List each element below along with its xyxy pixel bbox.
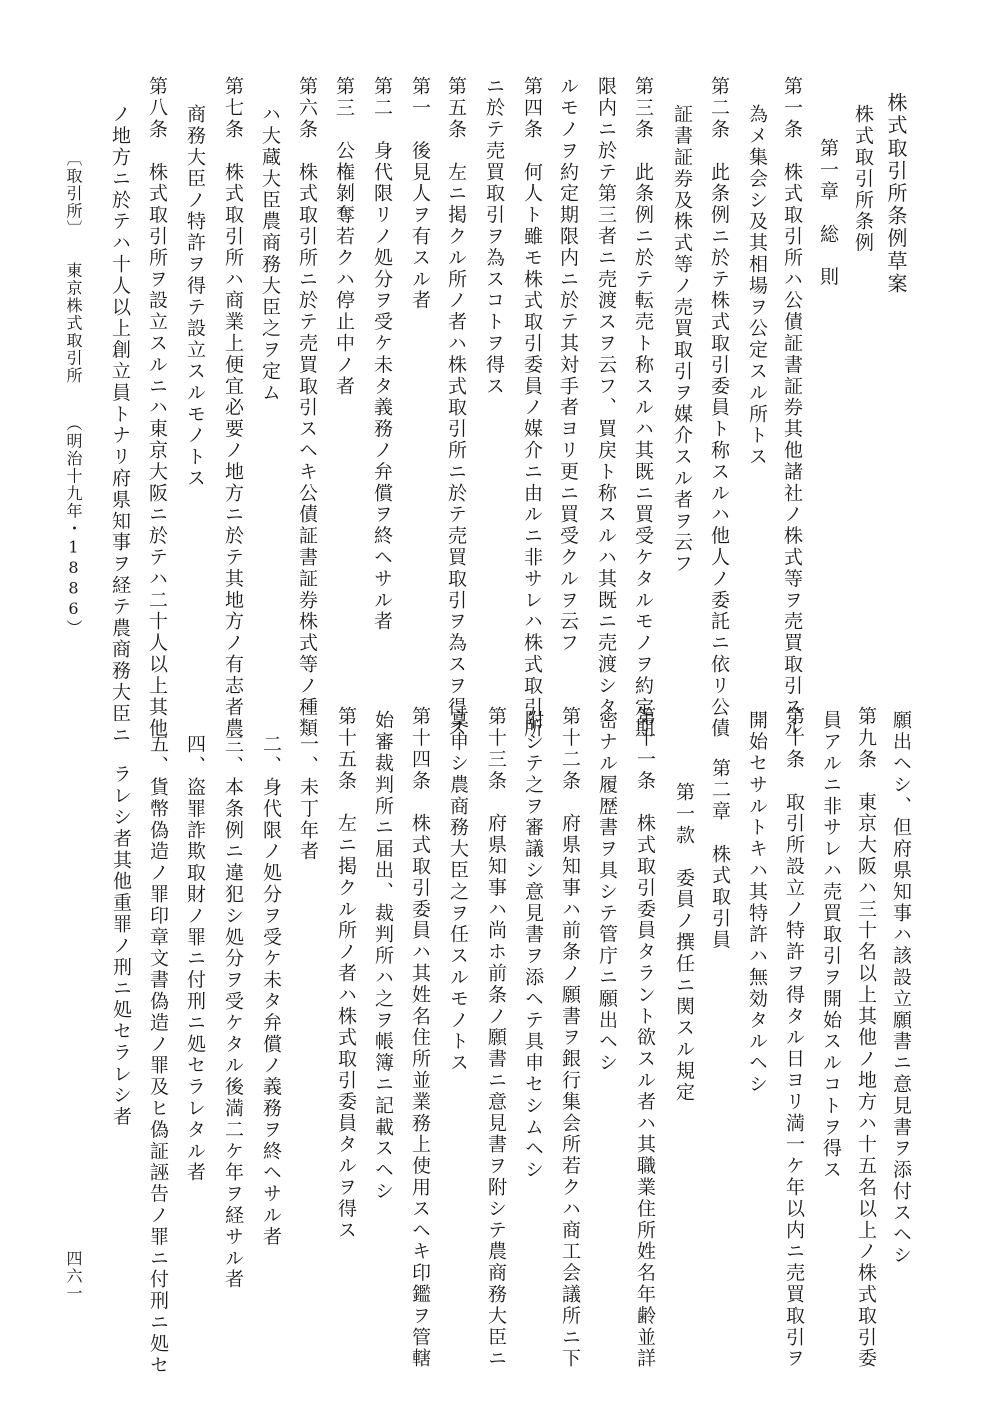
text-column: 第十一条 株式取引委員タラント欲スル者ハ其職業住所姓名年齢並詳 xyxy=(634,706,656,1370)
text-column: 第五条 左ニ掲クル所ノ者ハ株式取引所ニ於テ売買取引ヲ為スヲ得ス xyxy=(445,76,467,740)
text-column: 第二 身代限リノ処分ヲ受ケ未タ義務ノ弁償ヲ終ヘサル者 xyxy=(371,76,393,633)
text-column: 第七条 株式取引所ハ商業上便宜必要ノ地方ニ於テ其地方ノ有志者農 xyxy=(222,76,244,740)
text-column: 限内ニ於テ第三者ニ売渡スヲ云フ、買戻ト称スルハ其既ニ売渡シタ xyxy=(595,76,617,718)
text-column: 一、未丁年者 xyxy=(297,734,319,863)
text-column: 商務大臣ノ特許ヲ得テ設立スルモノトス xyxy=(184,104,206,490)
text-column: 第三 公権剝奪若クハ停止中ノ者 xyxy=(333,76,355,397)
text-column: ラレシ者其他重罪ノ刑ニ処セラレシ者 xyxy=(110,764,132,1128)
text-column: 第十四条 株式取引委員ハ其姓名住所並業務上使用スヘキ印鑑ヲ管轄 xyxy=(409,706,431,1370)
text-column: 第九条 東京大阪ハ三十名以上其他ノ地方ハ十五名以上ノ株式取引委 xyxy=(855,706,877,1370)
text-column: 稟申シ農商務大臣之ヲ任スルモノトス xyxy=(447,710,469,1074)
text-column: ルモノヲ約定期限内ニ於テ其対手者ヨリ更ニ買受クルヲ云フ xyxy=(557,76,579,654)
text-column: 第十五条 左ニ掲クル所ノ者ハ株式取引委員タルヲ得ス xyxy=(335,706,357,1241)
text-column: ニ於テ売買取引ヲ為スコトヲ得ス xyxy=(483,76,505,397)
section-heading: 第一款 委員ノ撰任ニ関スル規定 xyxy=(673,782,695,1103)
draft-title: 株式取引所条例草案 xyxy=(884,92,908,296)
text-column: 第四条 何人ト雖モ株式取引委員ノ媒介ニ由ルニ非サレハ株式取引所 xyxy=(521,76,543,740)
footer-date: （明治十九年・1886） xyxy=(64,415,83,637)
text-column: 第十二条 府県知事ハ前条ノ願書ヲ銀行集会所若クハ商工会議所ニ下 xyxy=(559,706,581,1370)
text-column: 第十条 取引所設立ノ特許ヲ得タル日ヨリ満一ケ年以内ニ売買取引ヲ xyxy=(783,706,805,1370)
text-column: 五、貨幣偽造ノ罪印章文書偽造ノ罪及ヒ偽証誣告ノ罪ニ付刑ニ処セ xyxy=(147,734,169,1376)
text-column: 証書証券及株式等ノ売買取引ヲ媒介スル者ヲ云フ xyxy=(671,104,693,575)
chapter-heading: 第一章 総 則 xyxy=(817,138,839,288)
text-column: ハ大蔵大臣農商務大臣之ヲ定ム xyxy=(259,104,281,404)
text-column: 附シテ之ヲ審議シ意見書ヲ添ヘテ具申セシムヘシ xyxy=(522,710,544,1181)
text-column: 第十三条 府県知事ハ尚ホ前条ノ願書ニ意見書ヲ附シテ農商務大臣ニ xyxy=(485,706,507,1370)
text-column: 密ナル履歴書ヲ具シテ管庁ニ願出ヘシ xyxy=(596,710,618,1074)
text-column: 第六条 株式取引所ニ於テ売買取引スヘキ公債証書証券株式等ノ種類 xyxy=(296,76,318,740)
footer-section-label: 〔取引所〕 xyxy=(64,150,83,238)
text-column: 始審裁判所ニ届出、裁判所ハ之ヲ帳簿ニ記載スヘシ xyxy=(372,710,394,1203)
text-column: 第八条 株式取引所ヲ設立スルニハ東京大阪ニ於テハ二十人以上其他 xyxy=(146,76,168,740)
text-column: 三、本条例ニ違犯シ処分ヲ受ケタル後満二ケ年ヲ経サル者 xyxy=(222,734,244,1291)
chapter-heading: 第二章 株式取引員 xyxy=(709,758,731,951)
text-column: 員アルニ非サレハ売買取引ヲ開始スルコトヲ得ス xyxy=(820,710,842,1181)
text-column: 為メ集会シ及其相場ヲ公定スル所トス xyxy=(746,104,768,468)
footer-publisher: 東京株式取引所 xyxy=(64,262,83,385)
text-column: 開始セサルトキハ其特許ハ無効タルヘシ xyxy=(746,710,768,1096)
text-column: 四、盗罪詐欺取財ノ罪ニ付刑ニ処セラレタル者 xyxy=(184,734,206,1184)
text-column: 願出ヘシ、但府県知事ハ該設立願書ニ意見書ヲ添付スヘシ xyxy=(890,710,912,1267)
text-column: 第一 後見人ヲ有スル者 xyxy=(409,76,431,312)
text-column: 二、身代限ノ処分ヲ受ケ未タ弁償ノ義務ヲ終ヘサル者 xyxy=(260,734,282,1248)
text-column: 第二条 此条例ニ於テ株式取引委員ト称スルハ他人ノ委託ニ依リ公債 xyxy=(708,76,730,740)
text-column: ノ地方ニ於テハ十人以上創立員トナリ府県知事ヲ経テ農商務大臣ニ xyxy=(109,104,131,746)
regulation-title: 株式取引所条例 xyxy=(852,104,874,254)
text-column: 第三条 此条例ニ於テ転売ト称スルハ其既ニ買受ケタルモノヲ約定期 xyxy=(632,76,654,740)
page-number: 四六一 xyxy=(64,1250,83,1303)
text-column: 第一条 株式取引所ハ公債証書証券其他諸社ノ株式等ヲ売買取引スル xyxy=(781,76,803,740)
